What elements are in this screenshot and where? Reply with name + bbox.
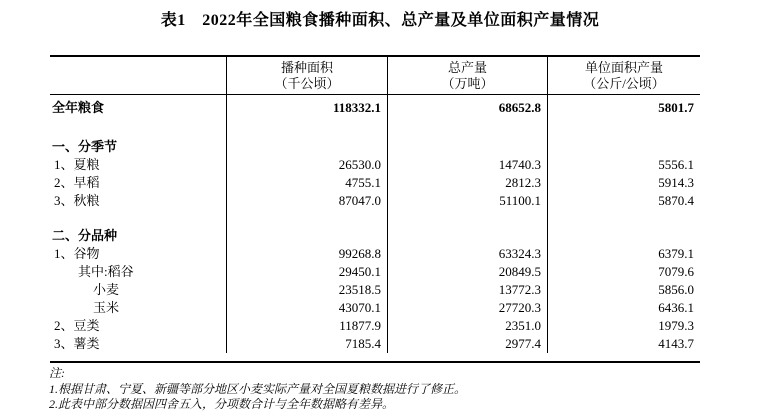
cell-value: 87047.0 [227,192,388,210]
cell-value: 7079.6 [658,264,694,279]
header-total-output-label: 总产量 [447,59,487,75]
header-empty-cell [50,57,227,94]
header-sown-area-label: 播种面积 [280,59,333,75]
row-label: 玉米 [50,299,227,317]
spacer-row [50,121,700,138]
table-row [50,174,700,192]
spacer-row [50,210,700,227]
header-yield-per-unit-unit: （公斤/公顷） [583,75,665,91]
table-title: 表1 2022年全国粮食播种面积、总产量及单位面积产量情况 [160,12,600,29]
table-row [50,317,700,335]
row-label: 2、早稻 [50,174,227,192]
cell-value: 5870.4 [658,193,694,208]
cell-value [388,210,548,227]
cell-value: 43070.1 [227,299,388,317]
cell-value: 27720.3 [388,299,548,317]
cell-value: 23518.5 [227,281,388,299]
row-label: 一、分季节 [50,138,227,156]
cell-value [227,121,388,138]
row-label: 小麦 [50,281,227,299]
cell-value: 29450.1 [227,263,388,281]
cell-value [227,210,388,227]
table-row [50,245,700,263]
cell-value: 2351.0 [388,317,548,335]
row-label: 全年粮食 [50,95,227,121]
notes [49,366,466,413]
header-yield-per-unit-label: 单位面积产量 [584,59,663,75]
header-sown-area [227,57,388,94]
cell-value: 4755.1 [227,174,388,192]
cell-value [548,138,700,156]
table-header-row [50,57,700,95]
table-row [50,335,700,353]
cell-value: 118332.1 [227,95,388,121]
table-row [50,192,700,210]
header-total-output [388,57,548,94]
table-row [50,95,700,121]
cell-value [388,121,548,138]
cell-value: 51100.1 [388,192,548,210]
row-label: 3、薯类 [50,335,227,353]
table-row [50,263,700,281]
cell-value: 68652.8 [388,95,548,121]
cell-value [548,227,700,245]
row-label: 3、秋粮 [50,192,227,210]
cell-value: 63324.3 [388,245,548,263]
table-row [50,281,700,299]
table-row [50,138,700,156]
row-label: 1、谷物 [50,245,227,263]
notes-label: 注: [49,366,65,380]
row-label: 二、分品种 [50,227,227,245]
cell-value: 6436.1 [658,300,694,315]
table-row [50,299,700,317]
grain-statistics-table [50,55,700,363]
cell-value: 1979.3 [658,318,694,333]
cell-value [227,138,388,156]
header-yield-per-unit [548,57,700,94]
header-total-output-unit: （万吨） [441,75,494,91]
cell-value: 26530.0 [227,156,388,174]
row-label [50,210,227,227]
table-row [50,227,700,245]
cell-value: 5801.7 [658,100,694,115]
cell-value [227,227,388,245]
cell-value [388,138,548,156]
cell-value: 5914.3 [658,175,694,190]
cell-value [548,121,700,138]
header-sown-area-unit: （千公顷） [274,75,340,91]
row-label: 其中:稻谷 [50,263,227,281]
cell-value: 14740.3 [388,156,548,174]
cell-value [388,227,548,245]
table-row [50,156,700,174]
cell-value: 4143.7 [658,336,694,351]
cell-value: 13772.3 [388,281,548,299]
cell-value: 5556.1 [658,157,694,172]
note-2: 2.此表中部分数据因四舍五入，分项数合计与全年数据略有差异。 [49,397,395,411]
cell-value: 7185.4 [227,335,388,353]
row-label [50,121,227,138]
row-label: 2、豆类 [50,317,227,335]
cell-value: 2977.4 [388,335,548,353]
row-label: 1、夏粮 [50,156,227,174]
cell-value [548,210,700,227]
cell-value: 99268.8 [227,245,388,263]
cell-value: 5856.0 [658,282,694,297]
cell-value: 11877.9 [227,317,388,335]
note-1: 1.根据甘肃、宁夏、新疆等部分地区小麦实际产量对全国夏粮数据进行了修正。 [49,381,467,396]
cell-value: 20849.5 [388,263,548,281]
table-body [50,95,700,361]
cell-value: 6379.1 [658,246,694,261]
cell-value: 2812.3 [388,174,548,192]
